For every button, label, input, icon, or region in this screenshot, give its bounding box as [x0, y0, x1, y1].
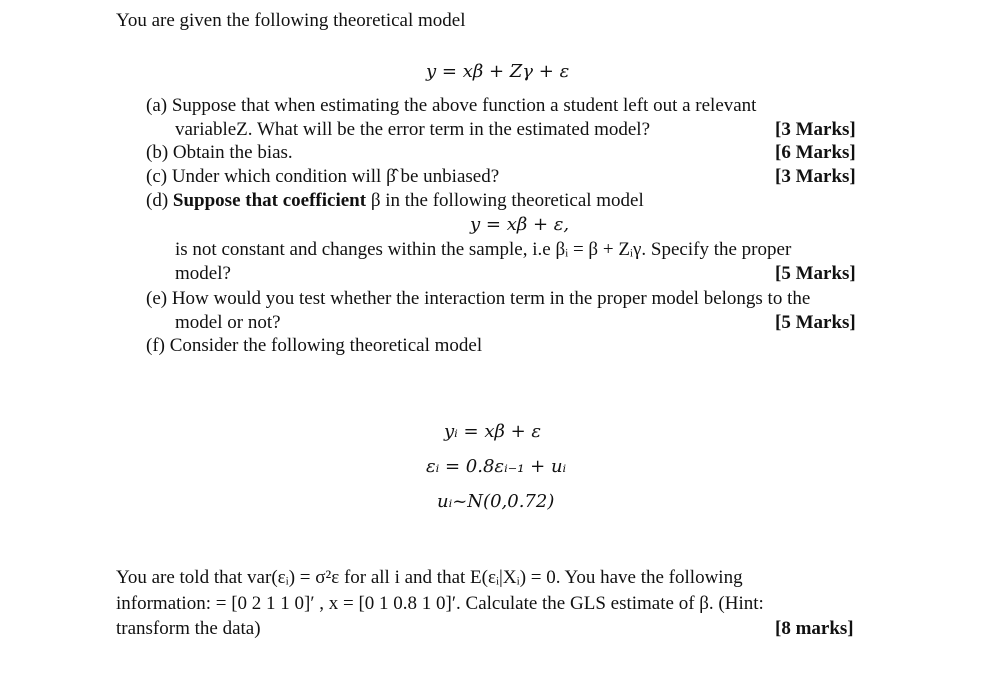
question-f: (f) Consider the following theoretical model	[146, 335, 483, 356]
question-d-rest: β in the following theoretical model	[366, 190, 644, 211]
question-a-line1: (a) Suppose that when estimating the above function a student left out a relevant	[146, 95, 757, 116]
question-e-marks: [5 Marks]	[775, 312, 856, 333]
question-c: (c) Under which condition will β̂ be unbiased?	[146, 166, 500, 187]
question-d-prefix: (d)	[146, 190, 173, 211]
question-b: (b) Obtain the bias.	[146, 142, 293, 163]
question-d-line4: model?	[175, 263, 231, 284]
main-equation: y = xβ + Zγ + ε	[426, 61, 570, 82]
closing-line3: transform the data)	[116, 618, 261, 639]
question-c-marks: [3 Marks]	[775, 166, 856, 187]
question-d-bold: Suppose that coefficient	[172, 190, 367, 211]
f-equation-3: uᵢ~N(0,0.72)	[437, 491, 555, 512]
closing-line1: You are told that var(εᵢ) = σ²ε for all i and that E(εᵢ|Xᵢ) = 0. You have the following	[116, 567, 743, 588]
question-d-marks: [5 Marks]	[775, 263, 856, 284]
question-a-line2: variableZ. What will be the error term in the estimated model?	[175, 119, 650, 140]
intro-text: You are given the following theoretical model	[116, 10, 466, 31]
question-e-line2: model or not?	[175, 312, 281, 333]
question-b-marks: [6 Marks]	[775, 142, 856, 163]
question-d-equation: y = xβ + ε,	[470, 214, 570, 235]
question-e-line1: (e) How would you test whether the interaction term in the proper model belongs to the	[146, 288, 811, 309]
question-d-line3: is not constant and changes within the sample, i.e βᵢ = β + Zᵢγ. Specify the proper	[175, 239, 792, 260]
question-d-line1	[146, 189, 644, 213]
closing-marks: [8 marks]	[775, 618, 854, 639]
closing-line2: information: = [0 2 1 1 0]′ , x = [0 1 0.8 1 0]′. Calculate the GLS estimate of β. (Hint:	[116, 593, 764, 614]
f-equation-1: yᵢ = xβ + ε	[444, 421, 542, 442]
question-a-marks: [3 Marks]	[775, 119, 856, 140]
f-equation-2: εᵢ = 0.8εᵢ₋₁ + uᵢ	[426, 456, 567, 477]
